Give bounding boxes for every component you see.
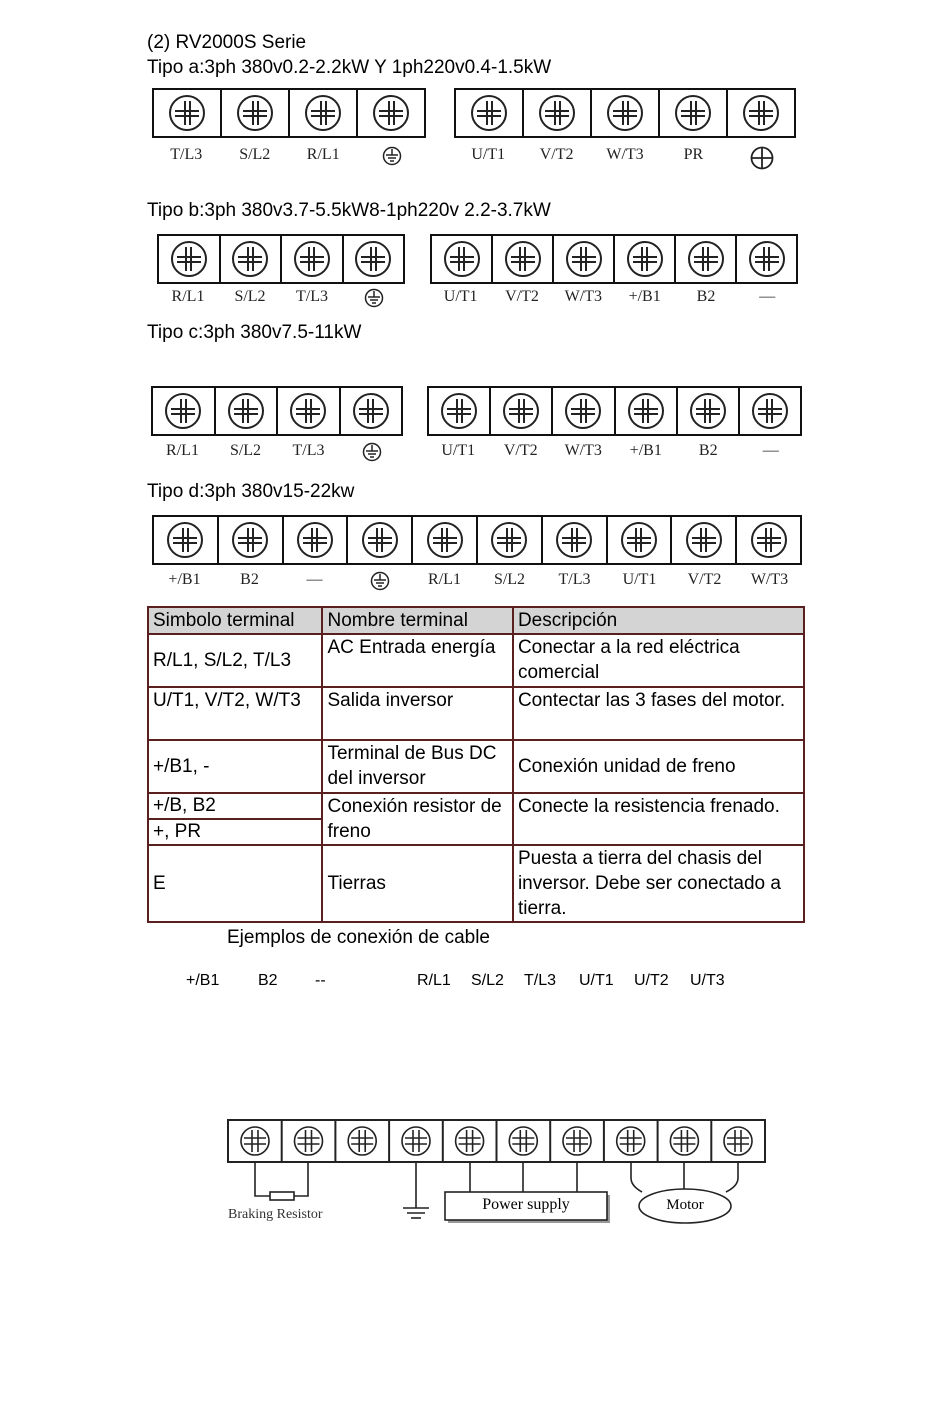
- screw-icon: [402, 1127, 430, 1155]
- terminal-label: R/L1: [171, 288, 205, 305]
- braking-resistor-label: Braking Resistor: [228, 1207, 323, 1222]
- terminal-label: R/L1: [306, 146, 340, 163]
- name-cell: Conexión resistor de freno: [322, 793, 512, 845]
- terminal-label: V/T2: [503, 442, 538, 459]
- symbol-cell: E: [148, 845, 322, 922]
- type-a-title: Tipo a:3ph 380v0.2-2.2kW Y 1ph220v0.4-1.5kW: [147, 57, 552, 78]
- terminal-label: W/T3: [750, 571, 789, 588]
- symbol-cell: U/T1, V/T2, W/T3: [148, 687, 322, 740]
- power-supply-wiring: [470, 1162, 577, 1192]
- terminal-label: B2: [240, 571, 259, 588]
- cable-label: U/T3: [690, 972, 725, 989]
- name-cell: Tierras: [322, 845, 512, 922]
- type-c-title: Tipo c:3ph 380v7.5-11kW: [147, 322, 362, 343]
- name-cell: AC Entrada energía: [322, 634, 512, 687]
- cable-title: Ejemplos de conexión de cable: [227, 927, 491, 948]
- terminal-label: R/L1: [428, 571, 461, 588]
- terminal-label: B2: [696, 288, 716, 305]
- terminal-label: S/L2: [234, 288, 266, 305]
- terminal-label: W/T3: [564, 442, 602, 459]
- terminal-label: —: [306, 571, 323, 588]
- terminal-label: U/T1: [443, 288, 478, 305]
- terminal-label: U/T1: [471, 146, 506, 163]
- terminal-label: PR: [683, 146, 704, 163]
- braking-resistor-wiring: [255, 1162, 308, 1200]
- terminal-label: V/T2: [539, 146, 574, 163]
- terminal-label: +/B1: [629, 442, 662, 459]
- screw-icon: [295, 1127, 323, 1155]
- terminal-label: S/L2: [239, 146, 271, 163]
- motor-label: Motor: [666, 1197, 704, 1213]
- desc-cell: Puesta a tierra del chasis del inversor. Debe ser conectado a tierra.: [513, 845, 804, 922]
- terminal-label: S/L2: [493, 571, 526, 588]
- terminal-label: —: [759, 288, 776, 305]
- terminal-label: S/L2: [229, 442, 262, 459]
- terminal-label: U/T1: [622, 571, 657, 588]
- screw-icon: [617, 1127, 645, 1155]
- symbol-cell: R/L1, S/L2, T/L3: [148, 634, 322, 687]
- terminal-label: R/L1: [166, 442, 199, 459]
- screw-icon: [563, 1127, 591, 1155]
- screw-icon: [348, 1127, 376, 1155]
- terminal-label: +/B1: [628, 288, 661, 305]
- terminal-label: B2: [698, 442, 718, 459]
- cable-label: --: [315, 972, 326, 989]
- resistor-icon: [270, 1192, 294, 1200]
- cable-label: T/L3: [524, 972, 557, 989]
- desc-cell: Conectar a la red eléctrica comercial: [513, 634, 804, 687]
- symbol-cell: +/B, B2: [148, 793, 322, 819]
- motor-wiring: [631, 1162, 738, 1192]
- cable-label: R/L1: [417, 972, 451, 989]
- name-cell: Terminal de Bus DC del inversor: [322, 740, 512, 793]
- terminal-label: T/L3: [558, 571, 591, 588]
- header-cell: Nombre terminal: [322, 607, 512, 634]
- terminal-label: W/T3: [606, 146, 644, 163]
- power-supply-label: Power supply: [482, 1196, 570, 1213]
- screw-icon: [456, 1127, 484, 1155]
- terminal-label: +/B1: [168, 571, 201, 588]
- header-cell: Descripción: [513, 607, 804, 634]
- name-cell: Salida inversor: [322, 687, 512, 740]
- terminal-label: T/L3: [292, 442, 325, 459]
- section-heading: (2) RV2000S Serie: [147, 32, 307, 53]
- terminal-label: T/L3: [296, 288, 328, 305]
- terminal-label: W/T3: [564, 288, 602, 305]
- screw-icon: [670, 1127, 698, 1155]
- symbol-cell: +/B1, -: [148, 740, 322, 793]
- screw-icon: [241, 1127, 269, 1155]
- type-d-title: Tipo d:3ph 380v15-22kw: [147, 481, 355, 502]
- terminal-label: U/T1: [441, 442, 476, 459]
- desc-cell: Conecte la resistencia frenado.: [513, 793, 804, 845]
- cable-label: S/L2: [471, 972, 504, 989]
- terminal-label: T/L3: [170, 146, 203, 163]
- header-cell: Simbolo terminal: [148, 607, 322, 634]
- cable-label: U/T1: [579, 972, 614, 989]
- terminal-label: V/T2: [505, 288, 539, 305]
- screw-icon: [509, 1127, 537, 1155]
- desc-cell: Contectar las 3 fases del motor.: [513, 687, 804, 740]
- desc-cell: Conexión unidad de freno: [513, 740, 804, 793]
- cable-label: B2: [258, 972, 278, 989]
- cable-label: U/T2: [634, 972, 669, 989]
- terminal-label: V/T2: [687, 571, 722, 588]
- ground-icon: [403, 1162, 429, 1218]
- symbol-cell: +, PR: [148, 819, 322, 845]
- screw-icon: [724, 1127, 752, 1155]
- type-b-title: Tipo b:3ph 380v3.7-5.5kW8-1ph220v 2.2-3.7kW: [147, 200, 551, 221]
- cable-label: +/B1: [186, 972, 220, 989]
- terminal-label: —: [762, 442, 779, 459]
